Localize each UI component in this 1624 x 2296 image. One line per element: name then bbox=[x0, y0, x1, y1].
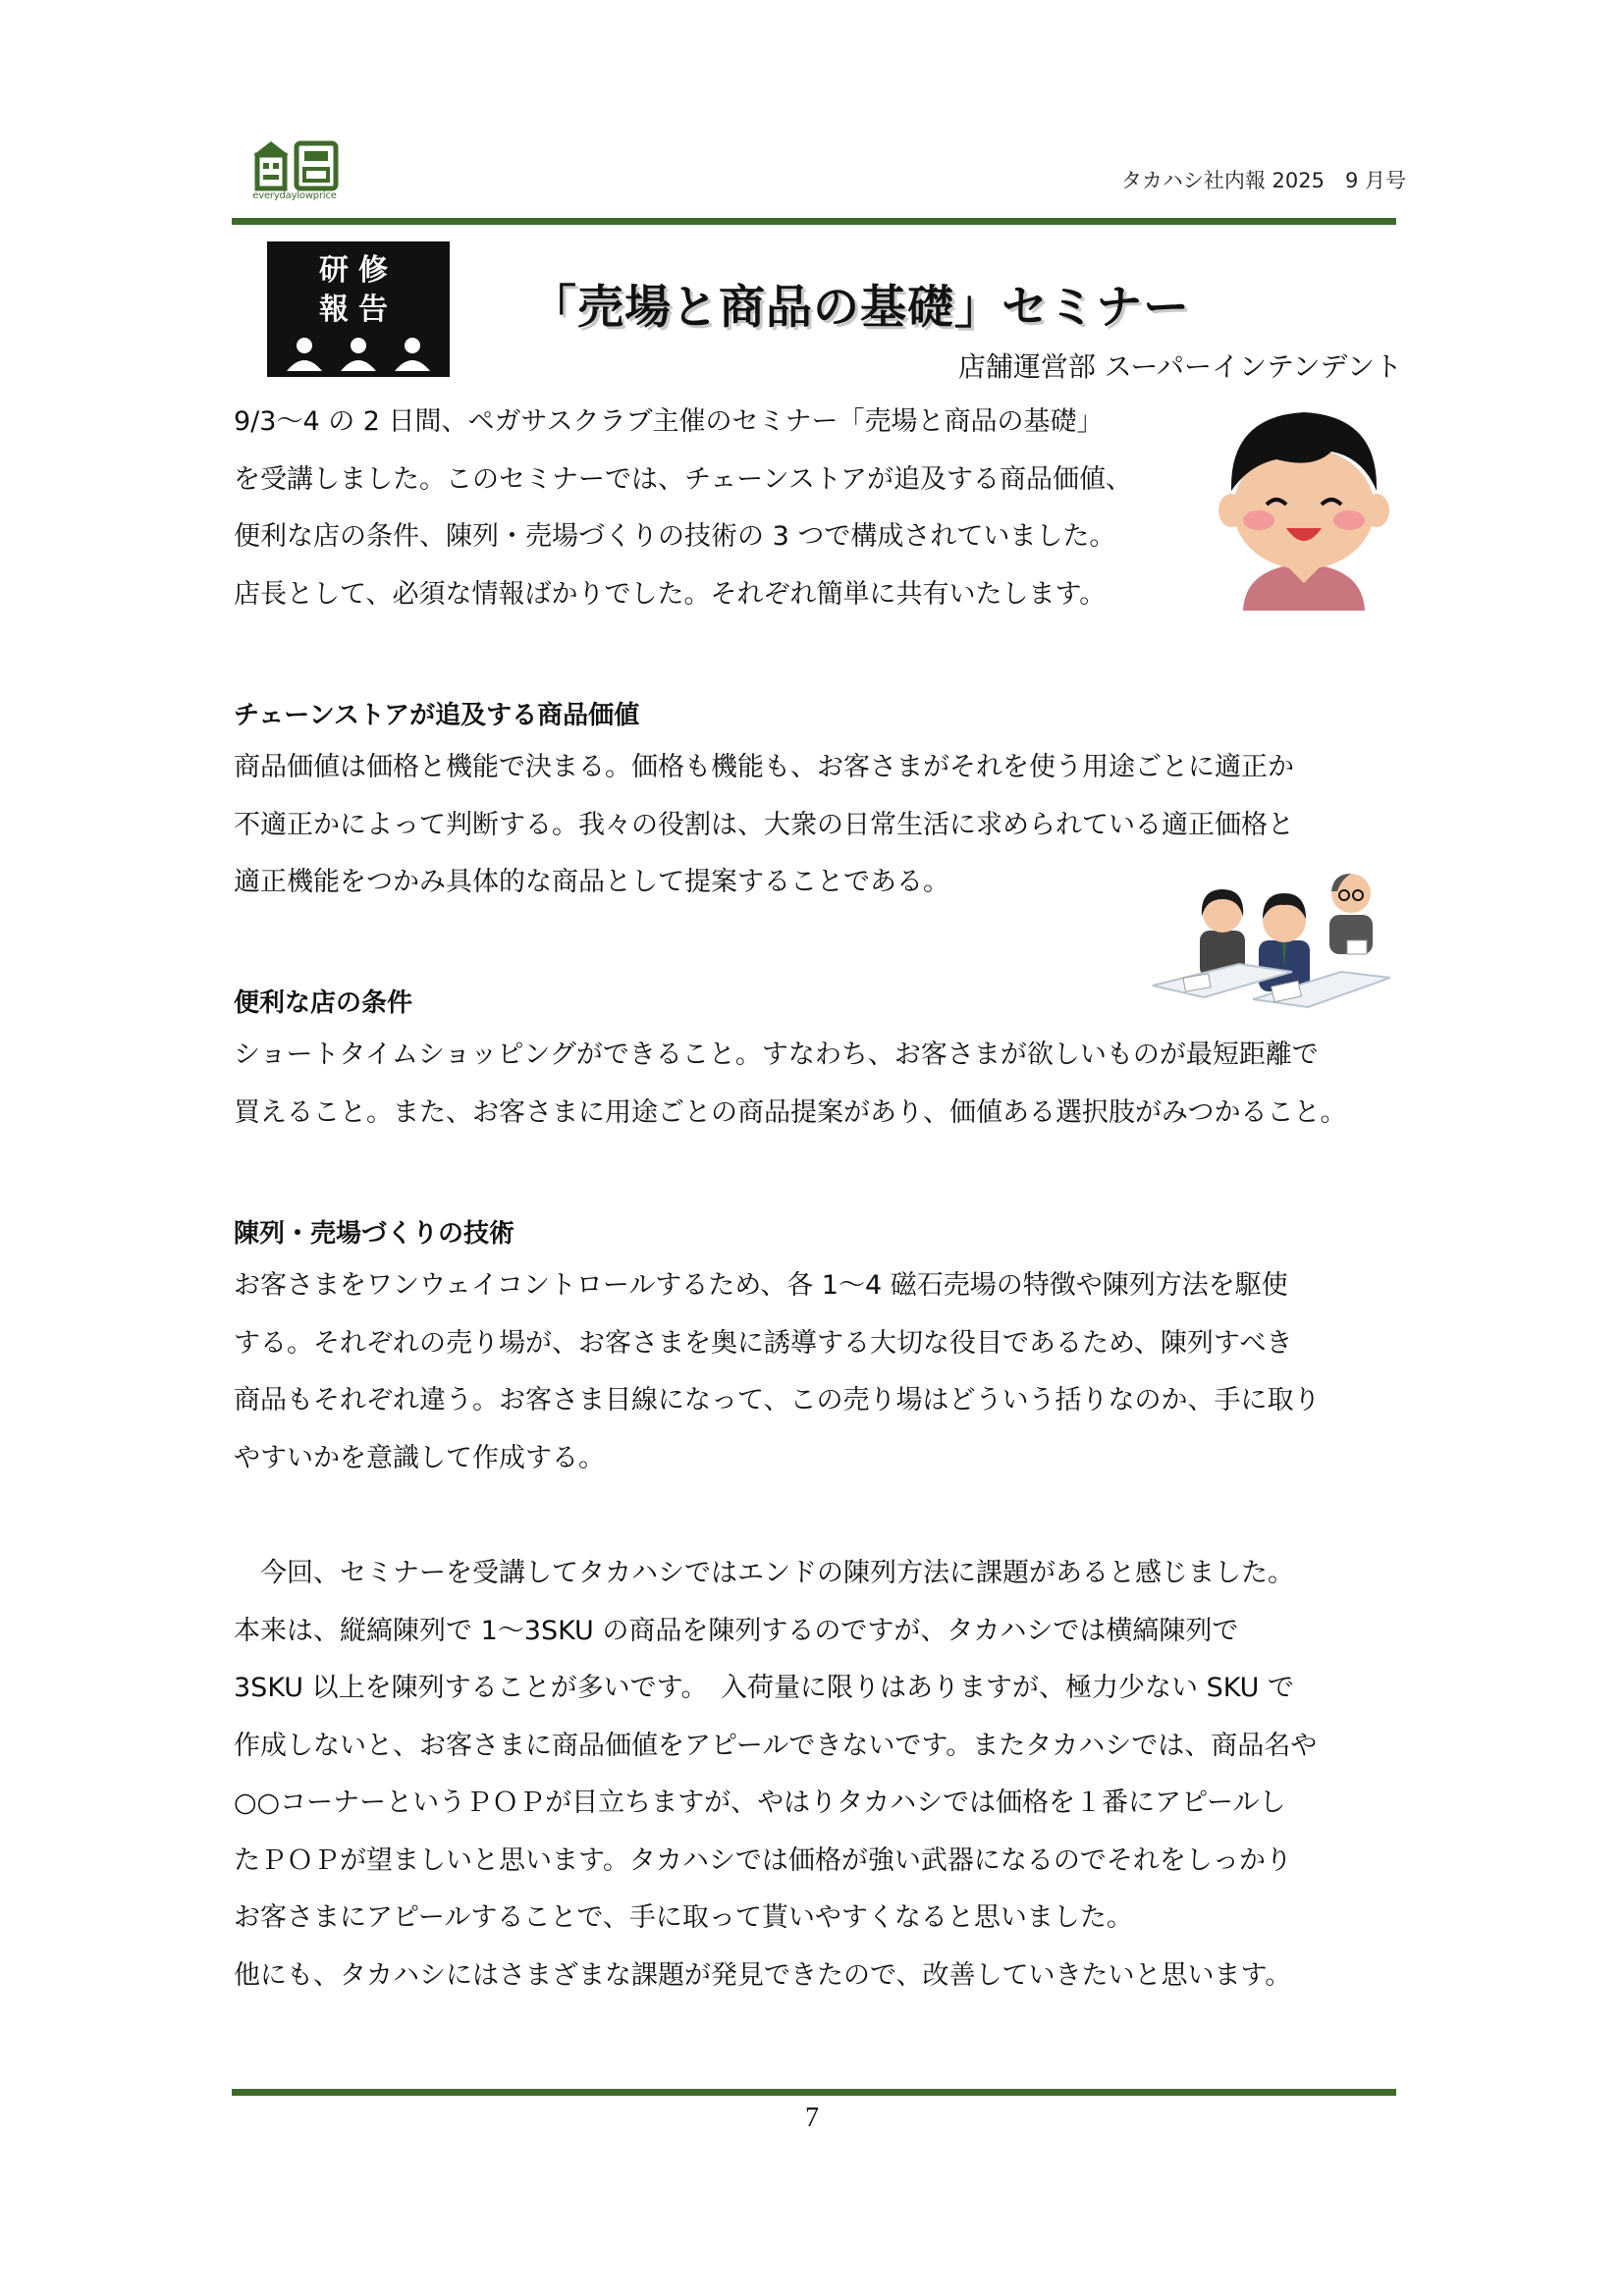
logo-tagline: everydaylowprice bbox=[252, 190, 337, 201]
section-heading-product-value: チェーンストアが追及する商品価値 bbox=[234, 701, 640, 730]
report-badge bbox=[267, 241, 450, 377]
section-body-display-technique: お客さまをワンウェイコントロールするため、各 1～4 磁石売場の特徴や陳列方法を駆使 する。それぞれの売り場が、お客さまを奥に誘導する大切な役目であるため、陳列すべき 商品もそれぞれ違う。お客さま目線になって、この売り場はどういう括りなのか、手に取り やすいかを意識して作成する。 bbox=[234, 1270, 1321, 1473]
seminar-attendees-icon bbox=[1145, 864, 1402, 1027]
audience-icon bbox=[267, 336, 450, 377]
issue-label: タカハシ社内報 2025 9 月号 bbox=[1120, 169, 1406, 192]
section-body-convenient-store: ショートタイムショッピングができること。すなわち、お客さまが欲しいものが最短距離で 買えること。また、お客さまに用途ごとの商品提案があり、価値ある選択肢がみつかること。 bbox=[234, 1040, 1347, 1128]
smiling-man-illustration bbox=[1216, 400, 1392, 611]
section-heading-convenient-store: 便利な店の条件 bbox=[234, 988, 413, 1018]
section-heading-display-technique: 陳列・売場づくりの技術 bbox=[234, 1219, 515, 1249]
badge-line1: 研修 bbox=[319, 253, 398, 288]
author-byline: 店舗運営部 スーパーインテンデント bbox=[957, 350, 1402, 383]
badge-box bbox=[267, 241, 450, 340]
conclusion-paragraph: 今回、セミナーを受講してタカハシではエンドの陳列方法に課題があると感じました。 本来は、縦縞陳列で 1～3SKU の商品を陳列するのですが、タカハシでは横縞陳列で 3SKU 以上を陳列することが多いです。 入荷量に限りはありますが、極力少ない SKU で 作成しないと、お客さまに商品価値をアピールできないです。またタカハシでは、商品名や ○○コーナーというＰＯＰが目立ちますが、やはりタカハシでは価格を１番にアピールし たＰＯＰが望ましいと思います。タカハシでは価格が強い武器になるのでそれをしっかり お客さまにアピールすることで、手に取って貰いやすくなると思いました。 他にも、タカハシにはさまざまな課題が発見できたので、改善していきたいと思います。 bbox=[234, 1558, 1318, 1991]
page-title: 「売場と商品の基礎」セミナー bbox=[530, 281, 1190, 335]
company-logo bbox=[247, 137, 342, 206]
section-body-product-value: 商品価値は価格と機能で決まる。価格も機能も、お客さまがそれを使う用途ごとに適正か 不適正かによって判断する。我々の役割は、大衆の日常生活に求められている適正価格と 適正機能をつかみ具体的な商品として提案することである。 bbox=[234, 752, 1294, 897]
header-rule bbox=[232, 218, 1396, 225]
footer-rule bbox=[232, 2089, 1396, 2096]
badge-line2: 報告 bbox=[319, 293, 398, 327]
seminar-attendees-illustration bbox=[1145, 864, 1402, 1027]
logo-mark-icon bbox=[247, 137, 342, 192]
smiling-man-icon bbox=[1216, 400, 1392, 611]
page-number: 7 bbox=[805, 2103, 819, 2133]
intro-paragraph: 9/3～4 の 2 日間、ペガサスクラブ主催のセミナー「売場と商品の基礎」 を受講しました。このセミナーでは、チェーンストアが追及する商品価値、 便利な店の条件、陳列・売場づくりの技術の 3 つで構成されていました。 店長として、必須な情報ばかりでした。それぞれ簡単に共有いたします。 bbox=[234, 406, 1133, 610]
